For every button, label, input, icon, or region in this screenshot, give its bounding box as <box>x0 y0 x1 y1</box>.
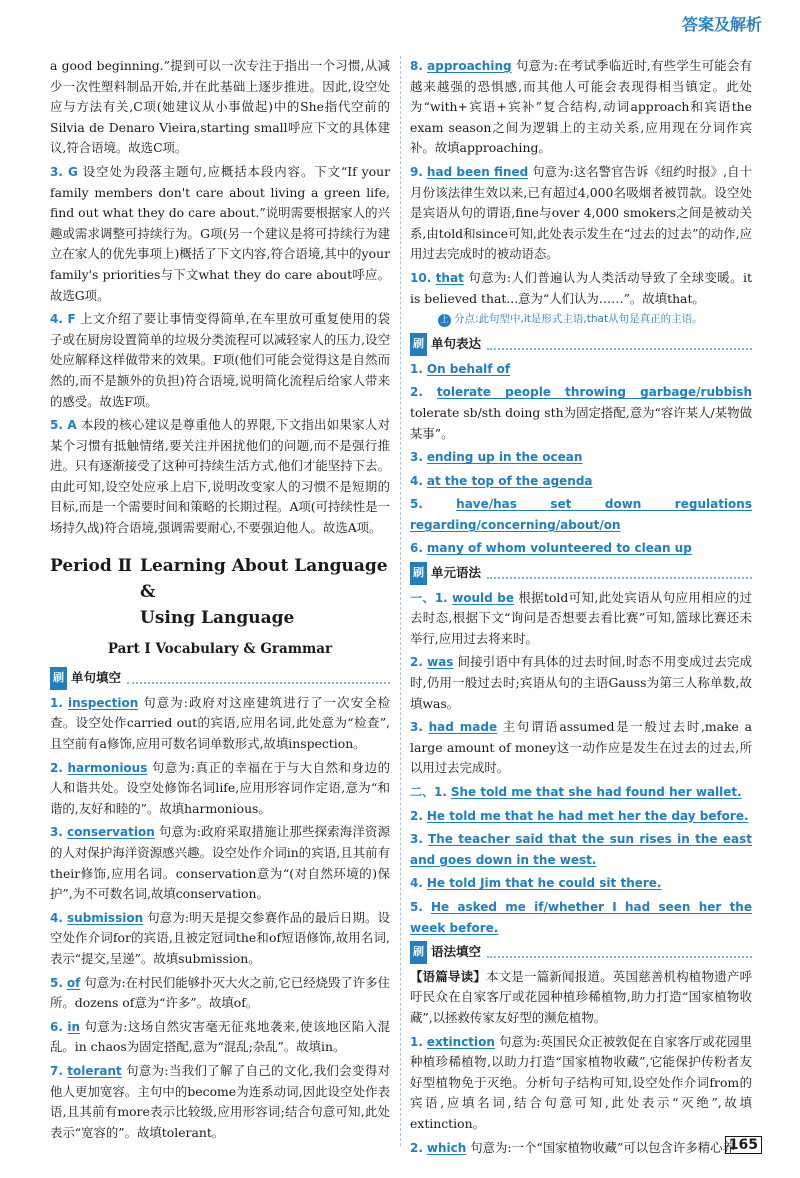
list-item: 10. that 句意为:人们普遍认为人类活动导致了全球变暖。it is believed that...意为“人们认为……”。故填that。 <box>410 269 752 306</box>
period-heading <box>50 553 390 631</box>
period-title-line1: Learning About Language & <box>140 555 388 602</box>
left-column <box>50 56 390 1146</box>
answer: would be <box>452 590 515 605</box>
answer: He told me that he had met her the day before. <box>426 808 749 823</box>
list-item: 2. was 间接引语中有具体的过去时间,时态不用变成过去完成时,仍用一般过去时;宾语从句的主语Gauss为第三人称单数,故填was。 <box>410 654 752 711</box>
list-item: 2. tolerate people throwing garbage/rubbish tolerate sb/sth doing sth为固定搭配,意为“容许某人/某物做某事”。 <box>410 385 752 441</box>
answer: had been fined <box>426 164 529 179</box>
answer: The teacher said that the sun rises in the east and goes down in the west. <box>410 832 752 867</box>
entry-text: 本段的核心建议是尊重他人的界限,下文指出如果家人对某个习惯有抵触情绪,要关注并困扰他们的问题,而不是强行推进。只有逐渐接受了这种可持续生活方式,他们才能坚持下去。由此可知,设空处应承上启下,说明改变家人的习惯不是短期的目标,而是一个需要时间和策略的长期过程。A项(可持续性是一场持久战)符合语境,强调需要耐心,不要强迫他人。故选A项。 <box>50 417 390 536</box>
section-title: 语法填空 <box>431 944 482 960</box>
list-item: 5. have/has set down regulations regarding/concerning/about/on <box>410 497 752 532</box>
answer: She told me that she had found her wallet. <box>450 785 742 799</box>
page-number: 165 <box>725 1136 762 1154</box>
list-item: 3. conservation 句意为:政府采取措施让那些探索海洋资源的人对保护海洋资源感兴趣。设空处作介词in的宾语,且其前有their修饰,应用名词。conservation意为“(对自然环境的)保护”,为不可数名词,故填conservation。 <box>50 824 390 902</box>
column-divider <box>400 56 401 1146</box>
answer: tolerate people throwing garbage/rubbish <box>436 385 752 400</box>
list-item: 3. ending up in the ocean <box>410 450 583 465</box>
list-item: 5. He asked me if/whether I had seen her the week before. <box>410 899 752 935</box>
list-item: 2. which 句意为:一个“国家植物收藏”可以包含许多精心养 <box>410 1139 735 1155</box>
period-title-line2: Using Language <box>140 607 295 628</box>
answer: submission <box>67 910 144 925</box>
answer: at the top of the agenda <box>426 473 593 488</box>
brush-icon: 刷 <box>410 941 427 964</box>
section-title: 单句填空 <box>71 670 122 686</box>
header-title: 答案及解析 <box>681 15 762 34</box>
entry-text: 上文介绍了要让事情变得简单,在车里放可重复使用的袋子或在厨房设置简单的垃圾分类流程可以减轻家人的压力,设空处应解释这样做带来的效果。F项(他们可能会觉得这是自然而然的,而不是额外的负担)符合语境,说明简化流程后给家人带来的感受。故选F项。 <box>50 311 390 409</box>
list-item: 4. He told Jim that he could sit there. <box>410 876 662 891</box>
passage-guide <box>410 967 752 1029</box>
list-item: 7. tolerant 句意为:当我们了解了自己的文化,我们会变得对他人更加宽容。主句中的become为连系动词,因此设空处作表语,且其前有more表示比较级,应用形容词;结合句意可知,此处表示“宽容的”。故填tolerant。 <box>50 1062 390 1140</box>
list-item: 1. On behalf of <box>410 361 511 376</box>
answer-entry-4 <box>50 309 390 412</box>
answer: in <box>67 1019 81 1034</box>
part-heading: Part Ⅰ Vocabulary & Grammar <box>107 640 333 657</box>
continued-paragraph: a good beginning.”提到可以一次专注于指出一个习惯,从减少一次性塑料制品开始,并在此基础上逐步推进。因此,设空处应与方法有关,C项(她建议从小事做起)中的She指代空前的Silvia de Denaro Vieira,starting small呼应下文的具体建议,符合语境。故选C项。 <box>50 58 390 156</box>
answer: had made <box>428 720 498 735</box>
answer: have/has set down regulations regarding/concerning/about/on <box>410 497 752 532</box>
answer: was <box>427 655 454 670</box>
section-header-single-expression <box>410 333 752 356</box>
answer: harmonious <box>67 760 148 775</box>
list-item: 2. harmonious 句意为:真正的幸福在于与大自然和身边的人和谐共处。设空处修饰名词life,应用形容词作定语,意为“和谐的,友好和睦的”。故填harmonious。 <box>50 759 390 816</box>
section-header-unit-grammar <box>410 562 752 585</box>
entry-number: 3. G <box>50 164 78 179</box>
list-item: 6. many of whom volunteered to clean up <box>410 541 692 556</box>
answer: On behalf of <box>426 361 511 376</box>
section-title: 单句表达 <box>431 336 482 352</box>
brush-icon: 刷 <box>410 333 427 356</box>
brush-icon: 刷 <box>50 667 67 690</box>
entry-number: 4. F <box>50 312 76 327</box>
list-item: 一、1. would be 根据told可知,此处宾语从句应用相应的过去时态,根据下文“询问是否想要去看比赛”可知,篮球比赛还未举行,应用过去将来时。 <box>410 589 752 646</box>
answer: which <box>426 1140 467 1155</box>
list-item: 3. had made 主句谓语assumed是一般过去时,make a large amount of money这一动作应是发生在过去的过去,所以用过去完成时。 <box>410 719 752 776</box>
answer: conservation <box>67 825 155 840</box>
answer: that <box>435 270 464 285</box>
tip-note <box>438 312 752 327</box>
section-header-single-fill <box>50 667 390 690</box>
list-item: 9. had been fined 句意为:这名警官告诉《纽约时报》,自十月份该法律生效以来,已有超过4,000名吸烟者被罚款。设空处是宾语从句的谓语,fine与over 4,000 smokers之间是被动关系,由told和since可知,此处表示发生在“过去的过去”的动作,应用过去完成时的被动语态。 <box>410 163 752 262</box>
answer: tolerant <box>67 1063 122 1078</box>
answer: He asked me if/whether I had seen her the week before. <box>410 899 752 935</box>
answer-entry-5 <box>50 415 390 539</box>
list-item: 2. He told me that he had met her the day before. <box>410 808 749 823</box>
answer: extinction <box>426 1034 495 1049</box>
answer-entry-3 <box>50 162 390 306</box>
guide-text: 本文是一篇新闻报道。英国慈善机构植物遗产呼吁民众在自家客厅或花园种植珍稀植物,助力打造“国家植物收藏”,以拯救传家友好型的濒危植物。 <box>410 968 753 1025</box>
answer: inspection <box>67 695 139 710</box>
list-item: 3. The teacher said that the sun rises in the east and goes down in the west. <box>410 832 752 867</box>
guide-label: 【语篇导读】 <box>410 968 487 984</box>
list-item: 6. in 句意为:这场自然灾害毫无征兆地袭来,使该地区陷入混乱。in chaos为固定搭配,意为“混乱;杂乱”。故填in。 <box>50 1018 390 1055</box>
tip-text: 分点:此句型中,it是形式主语,that从句是真正的主语。 <box>454 313 703 326</box>
section-title: 单元语法 <box>431 565 482 581</box>
answer: ending up in the ocean <box>426 450 583 465</box>
section-header-grammar-fill <box>410 941 752 964</box>
answer: of <box>66 975 81 990</box>
entry-number: 5. A <box>50 418 77 433</box>
list-item: 4. at the top of the agenda <box>410 473 593 488</box>
list-item: 8. approaching 句意为:在考试季临近时,有些学生可能会有越来越强的恐惧感,而其他人可能会表现得相当镇定。此处为“with+宾语+宾补”复合结构,动词approach和宾语the exam season之间为逻辑上的主动关系,应用现在分词作宾补。故填approaching。 <box>410 58 752 156</box>
answer: many of whom volunteered to clean up <box>426 541 692 556</box>
list-item: 5. of 句意为:在村民们能够扑灭大火之前,它已经烧毁了许多住所。dozens of意为“许多”。故填of。 <box>50 974 390 1011</box>
entry-text: 设空处为段落主题句,应概括本段内容。下文“If your family members don't care about living a green life, find out what they do care about.”说明需要根据家人的兴趣或需求调整可持续行为。G项(另一个建议是将可持续行为建立在家人的优先事项上)概括了下文内容,符合语境,其中的your family's priorities与下文what they do care about呼应。故选G项。 <box>50 163 391 303</box>
list-item: 1. extinction 句意为:英国民众正被敦促在自家客厅或花园里种植珍稀植物,以助力打造“国家植物收藏”,它能保护传粉者友好型植物免于灭绝。分析句子结构可知,设空处作介词from的宾语,应填名词,结合句意可知,此处表示“灭绝”,故填extinction。 <box>410 1033 752 1131</box>
right-column <box>410 56 752 1161</box>
answer: He told Jim that he could sit there. <box>426 876 662 891</box>
list-item: 二、1. She told me that she had found her wallet. <box>410 785 742 799</box>
tip-icon: 上 <box>439 315 449 326</box>
answer: approaching <box>427 59 512 73</box>
list-item: 4. submission 句意为:明天是提交参赛作品的最后日期。设空处作介词for的宾语,且被定冠词the和of短语修饰,故用名词,表示“提交,呈递”。故填submission。 <box>50 909 390 966</box>
list-item: 1. inspection 句意为:政府对这座建筑进行了一次安全检查。设空处作carried out的宾语,应用名词,此处意为“检查”,且空前有a修饰,应用可数名词单数形式,故填inspection。 <box>50 694 390 752</box>
period-label: Period Ⅱ <box>50 555 133 576</box>
brush-icon: 刷 <box>410 562 427 585</box>
